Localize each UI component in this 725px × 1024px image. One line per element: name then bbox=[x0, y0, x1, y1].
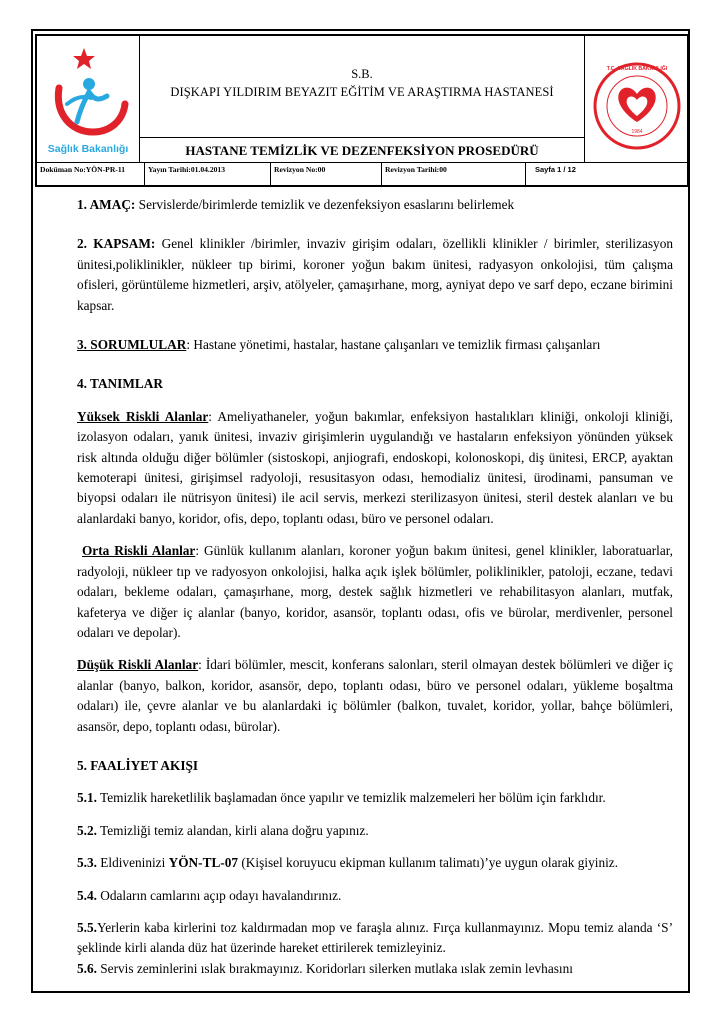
section-text: : Hastane yönetimi, hastalar, hastane çalışanları ve temizlik firması çalışanları bbox=[186, 337, 601, 353]
definition-term: Düşük Riskli Alanlar bbox=[77, 657, 199, 673]
revision-date: Revizyon Tarihi:00 bbox=[382, 163, 526, 186]
section-purpose bbox=[77, 195, 673, 215]
svg-text:Sağlık Bakanlığı: Sağlık Bakanlığı bbox=[47, 143, 129, 155]
workflow-item bbox=[77, 821, 673, 841]
document-header bbox=[35, 34, 689, 187]
section-heading: 1. AMAÇ: bbox=[77, 197, 136, 212]
item-text: Odaların camlarını açıp odayı havalandırınız. bbox=[96, 887, 342, 903]
section-scope bbox=[77, 234, 673, 316]
definition-medium-risk bbox=[77, 541, 673, 643]
definition-text: : Ameliyathaneler, yoğun bakımlar, enfeksiyon hastalıkları kliniği, onkoloji kliniği, izolasyon odaları, yanık ünitesi, invaziv girişimlerin uygulandığı ve hastaların enfeksiyon yönünden yüksek risk altında olduğu diğer bölümler (sistoskopi, anjiografi, endoskopi, kolonoskopi, diş ünitesi, ERCP, ayaktan kemoterapi ünitesi, girişimsel radyoloji, resusitasyon odası, hemodializ ünitesi, ürodinami, pansuman ve biyopsi odaları ile nütrisyon ünitesi) ile acil servis, merkezi sterilizasyon ünitesi, steril destek alanları ve bu alanlardaki banyo, koridor, ofis, depo, toplantı odası, büro ve personel odaları. bbox=[77, 408, 673, 526]
svg-text:1984: 1984 bbox=[631, 129, 643, 135]
section-text: Genel klinikler /birimler, invaziv girişim odaları, özellikli klinikler / birimler, sterilizasyon ünitesi,poliklinikler, nükleer tıp birimi, koroner yoğun bakım ünitesi, radyasyon onkolojisi, tüm çalışma ofisleri, görüntüleme hizmetleri, arşiv, atölyeler, çamaşırhane, morg, ayniyat depo ve sarf depo, eczane birimini kapsar. bbox=[77, 236, 674, 313]
ministry-logo bbox=[37, 36, 140, 162]
section-responsibles bbox=[77, 335, 673, 355]
org-label: S.B. bbox=[351, 67, 373, 81]
item-number: 5.3. bbox=[77, 855, 97, 871]
item-number: 5.4. bbox=[77, 887, 97, 903]
section-heading: 2. KAPSAM: bbox=[77, 236, 156, 252]
hospital-name: DIŞKAPI YILDIRIM BEYAZIT EĞİTİM VE ARAŞTIRMA HASTANESİ bbox=[170, 85, 554, 99]
publish-date: Yayın Tarihi:01.04.2013 bbox=[145, 163, 271, 186]
definition-text: : Günlük kullanım alanları, koroner yoğun bakım ünitesi, genel klinikler, laboratuarlar, radyoloji, nükleer tıp ve radyosyon onkolojisi, halka açık işlek bölümler, poliklinikler, patoloji, eczane, tedavi odaları, bekleme odaları, çamaşırhane, morg, destek sağlık hizmetleri ve rehabilitasyon alanları, mutfak, kafeterya ve diğer iç alanlar (banyo, koridor, asansör, toplantı odası, ofis ve bürolar, merdivenler, personel odaları ve depolar). bbox=[77, 543, 673, 640]
definition-text: : İdari bölümler, mescit, konferans salonları, steril olmayan destek bölümleri ve diğer iç alanlar (banyo, balkon, koridor, asansör, depo, toplantı odası, büro ve personel odaları, yükleme boşaltma odaları) ile, çevre alanlar ve bu alanlardaki iç bölümler (balkon, tuvalet, koridor, yollar, bahçe bölümleri, asansör, depo, toplantı odası, bürolar). bbox=[77, 657, 673, 734]
item-number: 5.6. bbox=[77, 960, 97, 976]
item-text: Eldiveninizi bbox=[96, 855, 169, 871]
workflow-item bbox=[77, 918, 673, 959]
item-text: (Kişisel koruyucu ekipman kullanım talimatı)’ye uygun olarak giyiniz. bbox=[238, 855, 619, 871]
workflow-item bbox=[77, 853, 673, 873]
revision-number: Revizyon No:00 bbox=[271, 163, 382, 186]
item-number: 5.2. bbox=[77, 822, 97, 838]
workflow-item bbox=[77, 788, 673, 808]
meta-row bbox=[37, 162, 687, 186]
document-title: HASTANE TEMİZLİK VE DEZENFEKSİYON PROSEDÜRÜ bbox=[185, 143, 539, 158]
document-body bbox=[77, 195, 673, 979]
instruction-code: YÖN-TL-07 bbox=[168, 855, 239, 871]
section-workflow-heading: 5. FAALİYET AKIŞI bbox=[77, 757, 199, 773]
item-text: Temizlik hareketlilik başlamadan önce yapılır ve temizlik malzemeleri her bölüm için farklıdır. bbox=[96, 790, 606, 806]
item-text: Servis zeminlerini ıslak bırakmayınız. Koridorları silerken mutlaka ıslak zemin levhasını bbox=[96, 960, 573, 976]
item-text: Yerlerin kaba kirlerini toz kaldırmadan mop ve faraşla alınız. Fırça kullanmayınız. Mopu temiz alanda ‘S’ şeklinde kirli alanda düz hat üzerinde hareket ettirilerek temizleyiniz. bbox=[77, 919, 673, 956]
definition-low-risk bbox=[77, 655, 673, 737]
section-text: Servislerde/birimlerde temizlik ve dezenfeksiyon esaslarını belirlemek bbox=[135, 197, 515, 212]
svg-text:T.C. SAĞLIK BAKANLIĞI: T.C. SAĞLIK BAKANLIĞI bbox=[606, 66, 668, 72]
item-number: 5.1. bbox=[77, 790, 97, 806]
section-heading: 3. SORUMLULAR bbox=[77, 337, 187, 353]
definition-term: Yüksek Riskli Alanlar bbox=[77, 408, 209, 424]
doc-number: Doküman No:YÖN-PR-11 bbox=[37, 163, 145, 186]
page-number: Sayfa 1 / 12 bbox=[535, 165, 576, 174]
section-definitions-heading: 4. TANIMLAR bbox=[77, 376, 163, 392]
definition-term: Orta Riskli Alanlar bbox=[81, 543, 196, 559]
item-text: Temizliği temiz alandan, kirli alana doğru yapınız. bbox=[96, 822, 369, 838]
workflow-item bbox=[77, 886, 673, 906]
workflow-item bbox=[77, 959, 673, 979]
hospital-logo bbox=[584, 36, 687, 162]
item-number: 5.5. bbox=[77, 919, 97, 935]
definition-high-risk bbox=[77, 407, 673, 529]
hospital-heading bbox=[140, 36, 584, 138]
